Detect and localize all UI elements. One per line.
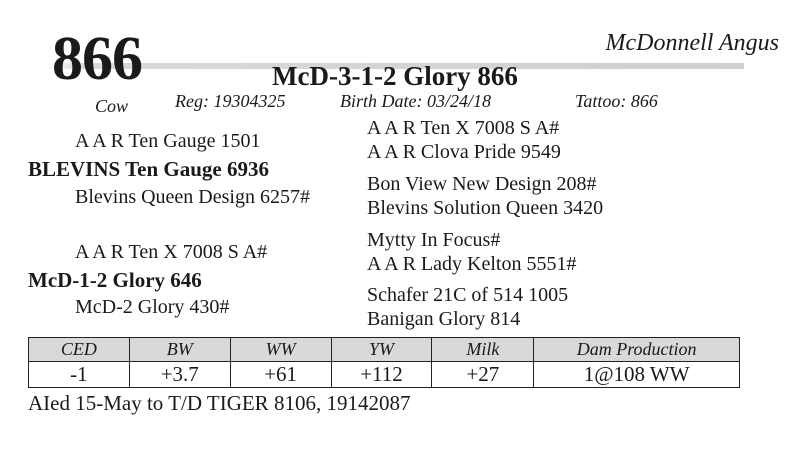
- epd-value-ced: -1: [29, 362, 130, 388]
- epd-table: [28, 337, 740, 388]
- sire-sire-sire: A A R Ten X 7008 S A#: [367, 117, 560, 139]
- epd-value-milk: +27: [432, 362, 534, 388]
- registration-number: Reg: 19304325: [175, 91, 286, 111]
- epd-header-yw: YW: [331, 338, 432, 362]
- sire-name: BLEVINS Ten Gauge 6936: [28, 157, 269, 181]
- epd-header-ced: CED: [29, 338, 130, 362]
- epd-value-yw: +112: [331, 362, 432, 388]
- epd-value-ww: +61: [230, 362, 331, 388]
- breeding-note: AIed 15-May to T/D TIGER 8106, 19142087: [28, 391, 411, 415]
- epd-value-bw: +3.7: [129, 362, 230, 388]
- epd-header-row: [29, 338, 740, 362]
- sire-dam-dam: Blevins Solution Queen 3420: [367, 197, 604, 219]
- animal-name: McD-3-1-2 Glory 866: [272, 61, 518, 91]
- dam-sire: A A R Ten X 7008 S A#: [75, 241, 268, 263]
- epd-value-row: [29, 362, 740, 388]
- birth-date: Birth Date: 03/24/18: [340, 91, 491, 111]
- sire-dam-sire: Bon View New Design 208#: [367, 173, 597, 195]
- sire-sire-dam: A A R Clova Pride 9549: [367, 141, 561, 163]
- tattoo: Tattoo: 866: [575, 91, 658, 111]
- dam-dam-sire: Schafer 21C of 514 1005: [367, 284, 569, 306]
- epd-header-dam-production: Dam Production: [534, 338, 740, 362]
- dam-dam-dam: Banigan Glory 814: [367, 308, 521, 330]
- consignor-name: McDonnell Angus: [605, 30, 779, 56]
- epd-value-dam-production: 1@108 WW: [534, 362, 740, 388]
- sire-sire: A A R Ten Gauge 1501: [75, 130, 261, 152]
- dam-sire-dam: A A R Lady Kelton 5551#: [367, 253, 577, 275]
- epd-header-milk: Milk: [432, 338, 534, 362]
- dam-sire-sire: Mytty In Focus#: [367, 229, 501, 251]
- animal-type: Cow: [95, 96, 129, 116]
- epd-header-bw: BW: [129, 338, 230, 362]
- dam-name: McD-1-2 Glory 646: [28, 268, 202, 292]
- epd-header-ww: WW: [230, 338, 331, 362]
- sire-dam: Blevins Queen Design 6257#: [75, 186, 310, 208]
- dam-dam: McD-2 Glory 430#: [75, 296, 230, 318]
- lot-number: 866: [52, 25, 142, 93]
